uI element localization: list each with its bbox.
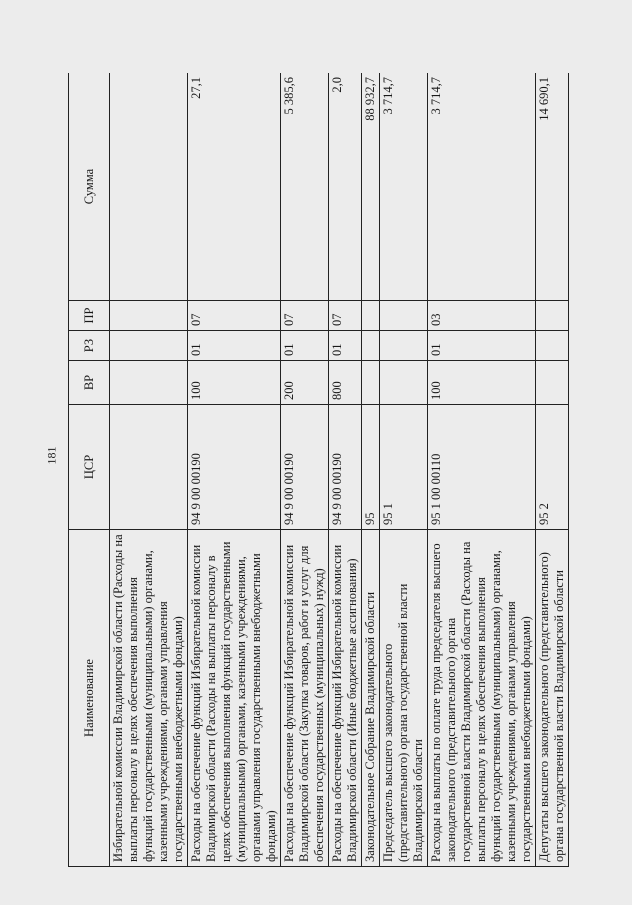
cell-sum: 3 714,7 [428, 73, 536, 301]
cell-sum: 2,0 [329, 73, 362, 301]
table-row [380, 73, 428, 867]
cell-csr: 95 1 00 00110 [428, 405, 536, 530]
cell-csr: 95 [362, 405, 380, 530]
table-header-row [69, 73, 110, 867]
table-row [110, 73, 188, 867]
table-row [428, 73, 536, 867]
cell-name: Депутаты высшего законодательного (представительного) органа государственной власти Владимирской области [536, 530, 569, 867]
cell-vr [362, 361, 380, 405]
budget-table [68, 73, 569, 867]
cell-name: Председатель высшего законодательного (представительного) органа государственной власти Владимирской области [380, 530, 428, 867]
cell-sum: 3 714,7 [380, 73, 428, 301]
cell-pr: 07 [281, 301, 329, 331]
cell-vr [380, 361, 428, 405]
cell-rz: 01 [329, 331, 362, 361]
cell-sum: 88 932,7 [362, 73, 380, 301]
cell-rz [380, 331, 428, 361]
cell-rz [536, 331, 569, 361]
cell-csr [110, 405, 188, 530]
cell-rz [110, 331, 188, 361]
cell-sum: 14 690,1 [536, 73, 569, 301]
cell-rz: 01 [281, 331, 329, 361]
cell-pr [362, 301, 380, 331]
header-pr: ПР [69, 301, 110, 331]
cell-sum: 5 385,6 [281, 73, 329, 301]
cell-pr [110, 301, 188, 331]
header-vr: ВР [69, 361, 110, 405]
page-number: 181 [44, 446, 59, 464]
table-row [536, 73, 569, 867]
cell-sum: 27,1 [188, 73, 281, 301]
table-row [281, 73, 329, 867]
header-rz: РЗ [69, 331, 110, 361]
cell-sum [110, 73, 188, 301]
table-rotation-wrapper [68, 73, 604, 867]
header-sum: Сумма [69, 73, 110, 301]
cell-vr: 800 [329, 361, 362, 405]
cell-csr: 94 9 00 00190 [329, 405, 362, 530]
table-row [362, 73, 380, 867]
cell-vr: 100 [428, 361, 536, 405]
cell-name: Расходы на выплаты по оплате труда председателя высшего законодательного (представительного) органа государственной власти Владимирской области (Расходы на выплаты персоналу в целях обеспечения выполнения функций государственными (муниципальными) органами, казенными учреждениями, органами управления государственными внебюджетными фондами) [428, 530, 536, 867]
cell-name: Законодательное Собрание Владимирской области [362, 530, 380, 867]
cell-name: Избирательной комиссии Владимирской области (Расходы на выплаты персоналу в целях обеспечения выполнения функций государственными (муниципальными) органами, казенными учреждениями, органами управления государственными внебюджетными фондами) [110, 530, 188, 867]
cell-vr: 200 [281, 361, 329, 405]
cell-name: Расходы на обеспечение функций Избирательной комиссии Владимирской области (Закупка товаров, работ и услуг для обеспечения государственных (муниципальных) нужд) [281, 530, 329, 867]
header-csr: ЦСР [69, 405, 110, 530]
cell-pr [536, 301, 569, 331]
table-row [188, 73, 281, 867]
cell-vr [536, 361, 569, 405]
table-row [329, 73, 362, 867]
cell-vr [110, 361, 188, 405]
cell-csr: 95 2 [536, 405, 569, 530]
cell-csr: 94 9 00 00190 [188, 405, 281, 530]
cell-vr: 100 [188, 361, 281, 405]
cell-pr: 07 [329, 301, 362, 331]
rotated-table-area [68, 73, 604, 867]
cell-rz [362, 331, 380, 361]
cell-pr: 07 [188, 301, 281, 331]
cell-pr [380, 301, 428, 331]
cell-csr: 94 9 00 00190 [281, 405, 329, 530]
cell-name: Расходы на обеспечение функций Избирательной комиссии Владимирской области (Иные бюджетные ассигнования) [329, 530, 362, 867]
cell-name: Расходы на обеспечение функций Избирательной комиссии Владимирской области (Расходы на выплаты персоналу в целях обеспечения выполнения функций государственными (муниципальными) органами, казенными учреждениями, органами управления государственными внебюджетными фондами) [188, 530, 281, 867]
cell-pr: 03 [428, 301, 536, 331]
cell-rz: 01 [188, 331, 281, 361]
header-name: Наименование [69, 530, 110, 867]
cell-csr: 95 1 [380, 405, 428, 530]
cell-rz: 01 [428, 331, 536, 361]
